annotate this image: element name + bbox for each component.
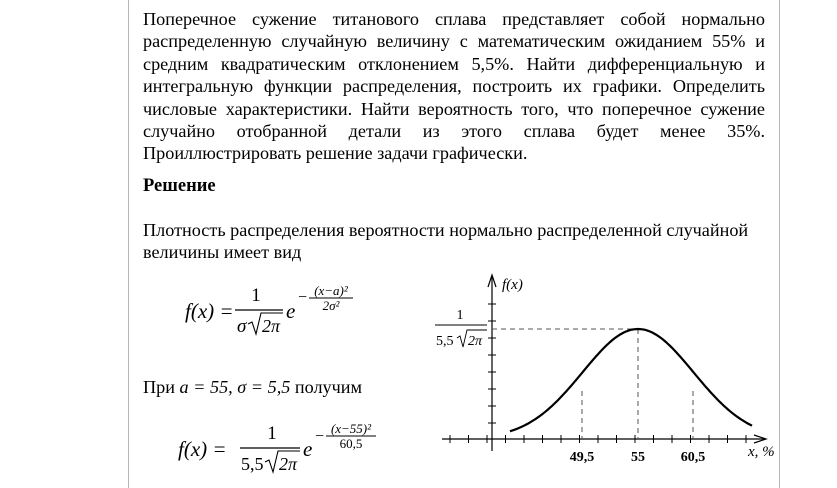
given-sigma: σ = 5,5 [237,377,291,397]
formula1-den-sigma: σ [237,316,247,337]
formula1-base: e [286,299,296,323]
given-a: a = 55, [179,377,233,397]
y-axis-label: f(x) [502,277,523,293]
formula1-exp-den: 2σ² [322,298,340,313]
formula1-numerator: 1 [251,285,261,306]
peak-label-numerator: 1 [456,308,464,323]
formula1-exp-sign: − [298,289,308,306]
given-prefix: При [143,377,175,397]
formula-density-general [185,280,405,340]
normal-density-graph [420,265,790,488]
tick-label-60-5: 60,5 [680,450,706,465]
formula1-exp-num: (x−a)² [314,283,348,298]
formula2-base: e [303,437,313,461]
formula2-exp-sign: − [315,428,325,445]
formula2-den-coef: 5,5 [241,454,264,474]
given-suffix: получим [294,377,363,397]
solution-intro: Плотность распределения вероятности нормально распределенной случайной величины имеет вид [143,220,749,263]
formula2-lhs: f(x) = [178,437,227,461]
formula2-numerator: 1 [267,423,277,444]
tick-label-55: 55 [631,450,645,465]
formula1-lhs: f(x) = [185,299,234,323]
problem-statement: Поперечное сужение титанового сплава представляет собой нормально распределенную случайную величину с математическим ожиданием 55% и средним квадратическим отклонением 5,5%. Найти дифференциальную и интегральную функции распределения, построить их графики. Определить числовые характеристики. Найти вероятность того, что поперечное сужение случайно отобранной детали из этого сплава будет менее 35%. Проиллюстрировать решение задачи графически. [143,9,765,164]
formula2-exp-num: (x−55)² [330,421,372,436]
x-axis-label: x, % [748,444,775,460]
given-parameters [143,377,362,398]
tick-label-49-5: 49,5 [569,450,595,465]
density-curve [510,329,752,431]
formula1-den-root: 2π [262,316,281,336]
formula-density-specific [178,418,408,480]
peak-label-den-root: 2π [468,334,483,349]
formula2-den-root: 2π [279,454,298,474]
solution-heading: Решение [143,176,216,196]
formula2-exp-den: 60,5 [339,436,363,451]
page-margin-line-left [128,0,129,488]
peak-label-den-coef: 5,5 [436,334,454,349]
